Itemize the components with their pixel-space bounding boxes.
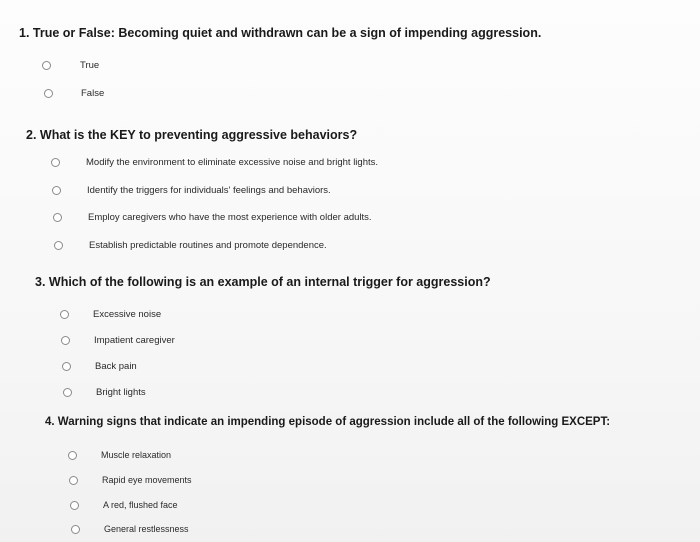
option-label: Muscle relaxation: [101, 450, 172, 460]
radio-button[interactable]: [69, 476, 78, 485]
option-label: General restlessness: [104, 524, 189, 534]
radio-button[interactable]: [53, 213, 62, 222]
radio-button[interactable]: [70, 501, 79, 510]
option-label: Employ caregivers who have the most experience with older adults.: [88, 212, 372, 223]
option-label: Excessive noise: [93, 309, 162, 320]
radio-button[interactable]: [63, 388, 72, 397]
question-title: 3. Which of the following is an example of an internal trigger for aggression?: [35, 275, 491, 289]
radio-button[interactable]: [60, 310, 69, 319]
option-label: Rapid eye movements: [102, 475, 192, 485]
option-label: Identify the triggers for individuals' feelings and behaviors.: [87, 185, 331, 196]
option-label: Back pain: [95, 361, 137, 372]
radio-button[interactable]: [61, 336, 70, 345]
option-label: A red, flushed face: [103, 500, 178, 510]
option-label: Establish predictable routines and promote dependence.: [89, 240, 327, 251]
option-label: Modify the environment to eliminate excessive noise and bright lights.: [86, 157, 379, 168]
radio-button[interactable]: [44, 89, 53, 98]
option-label: False: [81, 88, 105, 99]
radio-button[interactable]: [68, 451, 77, 460]
radio-button[interactable]: [54, 241, 63, 250]
option-label: True: [80, 60, 100, 71]
question-title: 4. Warning signs that indicate an impending episode of aggression include all of the following EXCEPT:: [45, 416, 611, 428]
radio-button[interactable]: [52, 186, 61, 195]
radio-button[interactable]: [62, 362, 71, 371]
radio-button[interactable]: [51, 158, 60, 167]
radio-button[interactable]: [42, 61, 51, 70]
radio-button[interactable]: [71, 525, 80, 534]
option-label: Impatient caregiver: [94, 335, 175, 346]
question-title: 2. What is the KEY to preventing aggressive behaviors?: [26, 128, 358, 142]
option-label: Bright lights: [96, 387, 146, 398]
question-title: 1. True or False: Becoming quiet and withdrawn can be a sign of impending aggression.: [19, 26, 542, 40]
